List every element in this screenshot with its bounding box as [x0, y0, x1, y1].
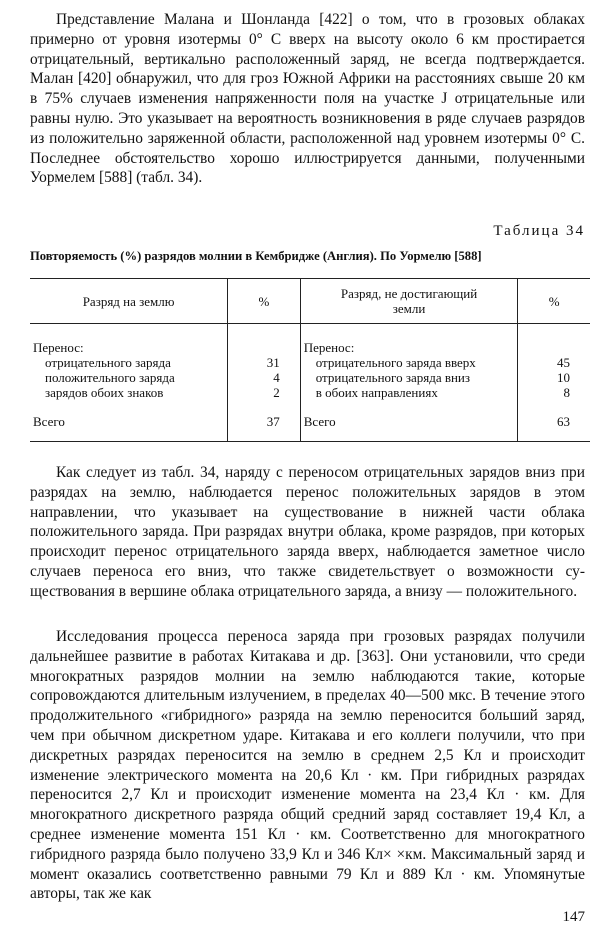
page-number: 147 — [562, 909, 585, 925]
header-percent-cloud: % — [518, 279, 590, 324]
cloud-row-label: отрицательного заряда вниз — [315, 370, 471, 385]
ground-total-label: Всего — [30, 404, 228, 442]
ground-total-value: 37 — [228, 404, 301, 442]
table-number-label: Таблица 34 — [493, 223, 585, 239]
table-total-row — [30, 404, 590, 442]
cloud-row-label: в обоих направлениях — [315, 385, 438, 400]
ground-transfer-labels — [30, 324, 228, 405]
table-row — [30, 324, 590, 405]
cloud-row-value: 8 — [563, 385, 570, 400]
cloud-total-value: 63 — [518, 404, 590, 442]
lightning-frequency-table — [30, 278, 590, 442]
cloud-row-label: отрицательного заряда вверх — [315, 355, 476, 370]
cloud-row-value: 45 — [557, 355, 570, 370]
cloud-total-label: Всего — [300, 404, 518, 442]
ground-row-value: 31 — [266, 355, 280, 370]
ground-row-label: зарядов обоих знаков — [45, 385, 164, 400]
cloud-transfer-labels — [300, 324, 518, 405]
header-percent-ground: % — [228, 279, 301, 324]
header-cloud-discharge — [300, 279, 518, 324]
ground-group-label: Перенос: — [33, 340, 84, 355]
ground-row-value: 4 — [273, 370, 280, 385]
ground-row-label: отрицательного заряда — [45, 355, 171, 370]
ground-row-value: 2 — [273, 385, 280, 400]
cloud-group-label: Перенос: — [303, 340, 355, 355]
header-ground-discharge: Разряд на землю — [30, 279, 228, 324]
paragraph-kitagawa: Исследования процесса переноса заряда при грозовых разрядах получили дальнейшее развитие в работах Китакава и др. [363]. Они установили, что среди многократных разрядов молнии на землю наблюдаются такие, которые сопровождаются длительным излучением, в пределах 40—500 мкс. В течение этого продолжительного «гибридного» разряда на землю переносится больший заряд, чем при обычном дискретном ударе. Китакава и его коллеги получили, что при дискретных разрядах переносится на землю в среднем 2,5 Кл и происходит изменение электрического момента на 20,6 Кл · км. При гибридных разрядах переносится 2,7 Кл и происходит изменение момента на 23,4 Кл · км. Для многократного дискретного разряда общий средний заряд составляет 19,4 Кл, а среднее изменение момента 151 Кл · км. Соответственно для многократного гибридного разряда было получено 33,9 Кл и 346 Кл× ×км. Максимальный заряд и момент оказались соответственно равными 79 Кл и 889 Кл · км. Упомянутые авторы, так же как — [30, 628, 585, 903]
header-cloud-discharge-text: Разряд, не достигающий земли — [340, 286, 478, 316]
table-header-row — [30, 279, 590, 324]
ground-row-label: положительного заряда — [45, 370, 175, 385]
cloud-row-value: 10 — [557, 370, 570, 385]
paragraph-analysis: Как следует из табл. 34, наряду с переносом отрицательных зарядов вниз при разрядах на землю, наблюдается перенос положительных зарядов в этом направлении, что указывает на существование в нижней части облака положительного заряда. При разрядах внутри облака, кроме разрядов, при которых происходит перенос отрицательного заряда вверх, наблюдается заметное число случаев переноса его вниз, что также свидетельствует о возможности существования в вершине облака отрицательного заряда, а внизу — положительного. — [30, 464, 585, 600]
paragraph-intro: Представление Малана и Шонланда [422] о том, что в грозовых облаках примерно от уровня изотермы 0° C вверх на высоту около 6 км простирается отрицательный, вертикально расположенный заряд, не всегда подтверждается. Малан [420] обнаружил, что для гроз Южной Африки на расстояниях свыше 20 км в 75% случаев изменения напряженности поля на участке J отрицательные или равны нулю. Это указывает на вероятность возникновения в ряде случаев разрядов из положительно заряженной области, расположенной над уровнем изотермы 0° C. Последнее обстоятельство хорошо иллюстрируется данными, полученными Уормелем [588] (табл. 34). — [30, 11, 585, 187]
table-caption: Повторяемость (%) разрядов молнии в Кембридже (Англия). По Уормелю [588] — [30, 249, 482, 263]
cloud-transfer-values — [518, 324, 590, 405]
ground-transfer-values — [228, 324, 301, 405]
